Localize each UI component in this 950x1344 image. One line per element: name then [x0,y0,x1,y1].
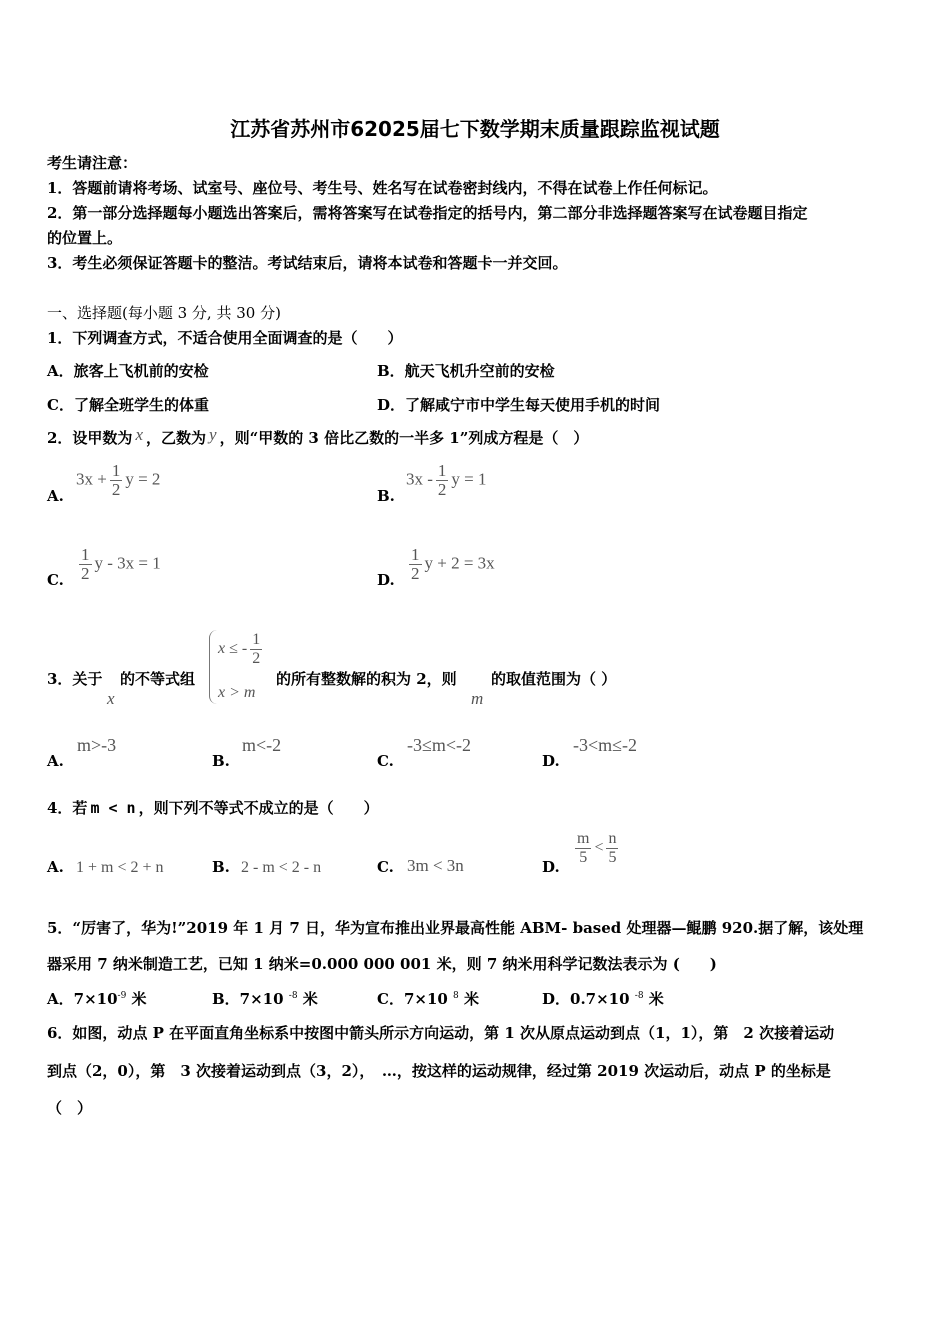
q2-label-c: C. [47,571,64,589]
q5-option-a: A．$7\times 10^{-9}$ 米 [47,990,147,1008]
fraction: $\frac{1}{2}$ [437,461,447,499]
notice-item-3: 3．考生必须保证答题卡的整洁。考试结束后，请将本试卷和答题卡一并交回。 [47,254,568,272]
q5-option-c: C．7×10 $^8$ 米 [377,990,480,1008]
fraction: $\frac{1}{2}$ [252,631,261,667]
q3-inequality-1: x ≤ - $\frac{1}{2}$ [218,631,261,667]
q5-line-2: 器采用 7 纳米制造工艺，已知 1 纳米=0.000 000 001 米，则 7 纳米用科学记数法表示为 ( ) [47,955,717,973]
q1-stem: 1．下列调查方式，不适合使用全面调查的是（ ） [47,329,403,347]
q3-var-x: x [107,689,115,708]
q3-label-c: C. [377,752,394,770]
notice-item-2a: 2．第一部分选择题每小题选出答案后，需将答案写在试卷指定的括号内，第二部分非选择题答案写在试卷题目指定 [47,204,808,222]
fraction: $\frac{1}{2}$ [411,545,420,583]
q3-inequality-2: x > m [218,684,256,701]
q3-option-c: -3≤m<-2 [407,735,472,755]
q2-label-a: A. [47,487,64,505]
fraction: $\frac{m}{5}$ [577,830,590,866]
q1-option-c: C．了解全班学生的体重 [47,396,209,414]
q2-option-b: 3x - $\frac{1}{2}$ y = 1 [406,461,487,499]
q1-option-d: D．了解咸宁市中学生每天使用手机的时间 [377,396,661,414]
notice-heading: 考生请注意： [47,154,138,172]
fraction: $\frac{n}{5}$ [608,830,617,866]
q3-stem-c: 的所有整数解的积为 2，则 [276,670,457,688]
q3-label-a: A. [47,752,64,770]
q5-option-d: D．0.7×10 $^{-8}$ 米 [542,990,664,1008]
fraction: $\frac{1}{2}$ [81,545,90,583]
q4-label-c: C. [377,858,394,876]
q3-stem-b: 的不等式组 [120,670,196,688]
q3-var-m: m [471,689,484,708]
q1-option-a: A．旅客上飞机前的安检 [47,362,209,380]
q2-stem: 2．设甲数为 x ，乙数为 y ，则“甲数的 3 倍比乙数的一半多 1”列成方程是（ ） [47,425,589,447]
q4-option-b: 2 - m < 2 - n [241,859,322,876]
q6-line-3: （ ） [47,1099,93,1117]
q6-line-1: 6．如图，动点 P 在平面直角坐标系中按图中箭头所示方向运动，第 1 次从原点运动到点（1，1），第 2 次接着运动 [47,1024,835,1042]
q4-label-a: A. [47,858,64,876]
q3-option-b: m<-2 [242,735,282,755]
section-heading: 一、选择题(每小题 3 分, 共 30 分) [47,304,281,322]
q3-label-d: D. [542,752,560,770]
q2-label-d: D. [377,571,395,589]
q4-label-d: D. [542,858,560,876]
q4-option-c: 3m < 3n [407,856,464,875]
page-title: 江苏省苏州市62025届七下数学期末质量跟踪监视试题 [230,117,720,141]
q2-option-c: $\frac{1}{2}$ y - 3x = 1 [81,545,161,583]
fraction: $\frac{1}{2}$ [111,461,121,499]
q3-stem-d: 的取值范围为（ ） [491,670,617,688]
q3-option-d: -3<m≤-2 [573,735,638,755]
q2-option-a: 3x + $\frac{1}{2}$ y = 2 [76,461,161,499]
q2-option-d: $\frac{1}{2}$ y + 2 = 3x [411,545,495,583]
q3-stem-a: 3．关于 [47,670,103,688]
q3-option-a: m>-3 [77,735,117,755]
q4-option-a: 1 + m < 2 + n [76,859,164,876]
q5-line-1: 5．“厉害了，华为!”2019 年 1 月 7 日，华为宣布推出业界最高性能 ABM- based 处理器—鲲鹏 920.据了解，该处理 [47,919,864,937]
notice-item-1: 1．答题前请将考场、试室号、座位号、考生号、姓名写在试卷密封线内，不得在试卷上作任何标记。 [47,179,718,197]
q2-label-b: B. [377,487,395,505]
system-brace [209,630,218,704]
q1-option-b: B．航天飞机升空前的安检 [377,362,555,380]
q4-stem: 4．若 m < n ，则下列不等式不成立的是（ ） [47,799,379,817]
q6-line-2: 到点（2，0），第 3 次接着运动到点（3，2）， …，按这样的运动规律，经过第 2019 次运动后，动点 P 的坐标是 [47,1062,831,1080]
q3-label-b: B. [212,752,230,770]
q4-option-d: $\frac{m}{5}$ < $\frac{n}{5}$ [577,830,617,866]
q4-label-b: B. [212,858,230,876]
notice-item-2b: 的位置上。 [47,229,123,247]
q5-option-b: B．7×10 $^{-8}$ 米 [212,990,318,1008]
